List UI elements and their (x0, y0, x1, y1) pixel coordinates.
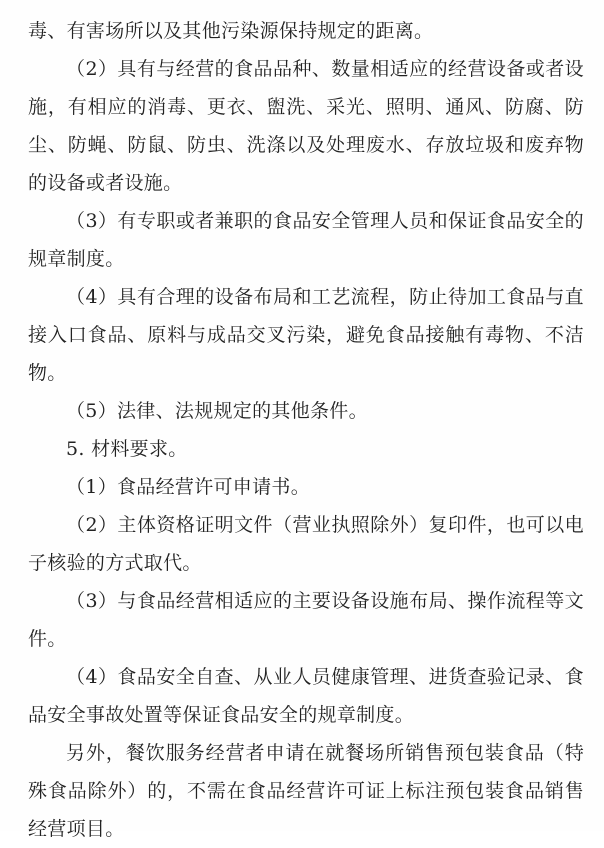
material-item-2: （2）主体资格证明文件（营业执照除外）复印件，也可以电子核验的方式取代。 (28, 514, 584, 574)
material-item-1: （1）食品经营许可申请书。 (66, 476, 310, 498)
paragraph-additional-note: 另外，餐饮服务经营者申请在就餐场所销售预包装食品（特殊食品除外）的，不需在食品经营许可证上标注预包装食品销售经营项目。 (28, 742, 584, 840)
paragraph-continued: 毒、有害场所以及其他污染源保持规定的距离。 (28, 20, 434, 42)
paragraph-item-3-management: （3）有专职或者兼职的食品安全管理人员和保证食品安全的规章制度。 (28, 210, 584, 270)
material-item-4: （4）食品安全自查、从业人员健康管理、进货查验记录、食品安全事故处置等保证食品安全的规章制度。 (28, 666, 584, 726)
paragraph-item-5-other: （5）法律、法规规定的其他条件。 (66, 400, 368, 422)
paragraph-item-2-equipment: （2）具有与经营的食品品种、数量相适应的经营设备或者设施，有相应的消毒、更衣、盥洗、采光、照明、通风、防腐、防尘、防蝇、防鼠、防虫、洗涤以及处理废水、存放垃圾和废弃物的设备或者设施。 (28, 58, 584, 194)
material-item-3: （3）与食品经营相适应的主要设备设施布局、操作流程等文件。 (28, 590, 584, 650)
paragraph-item-4-layout: （4）具有合理的设备布局和工艺流程，防止待加工食品与直接入口食品、原料与成品交叉污染，避免食品接触有毒物、不洁物。 (28, 286, 584, 384)
section-heading-materials: 5. 材料要求。 (66, 438, 188, 460)
document-body (28, 12, 584, 848)
